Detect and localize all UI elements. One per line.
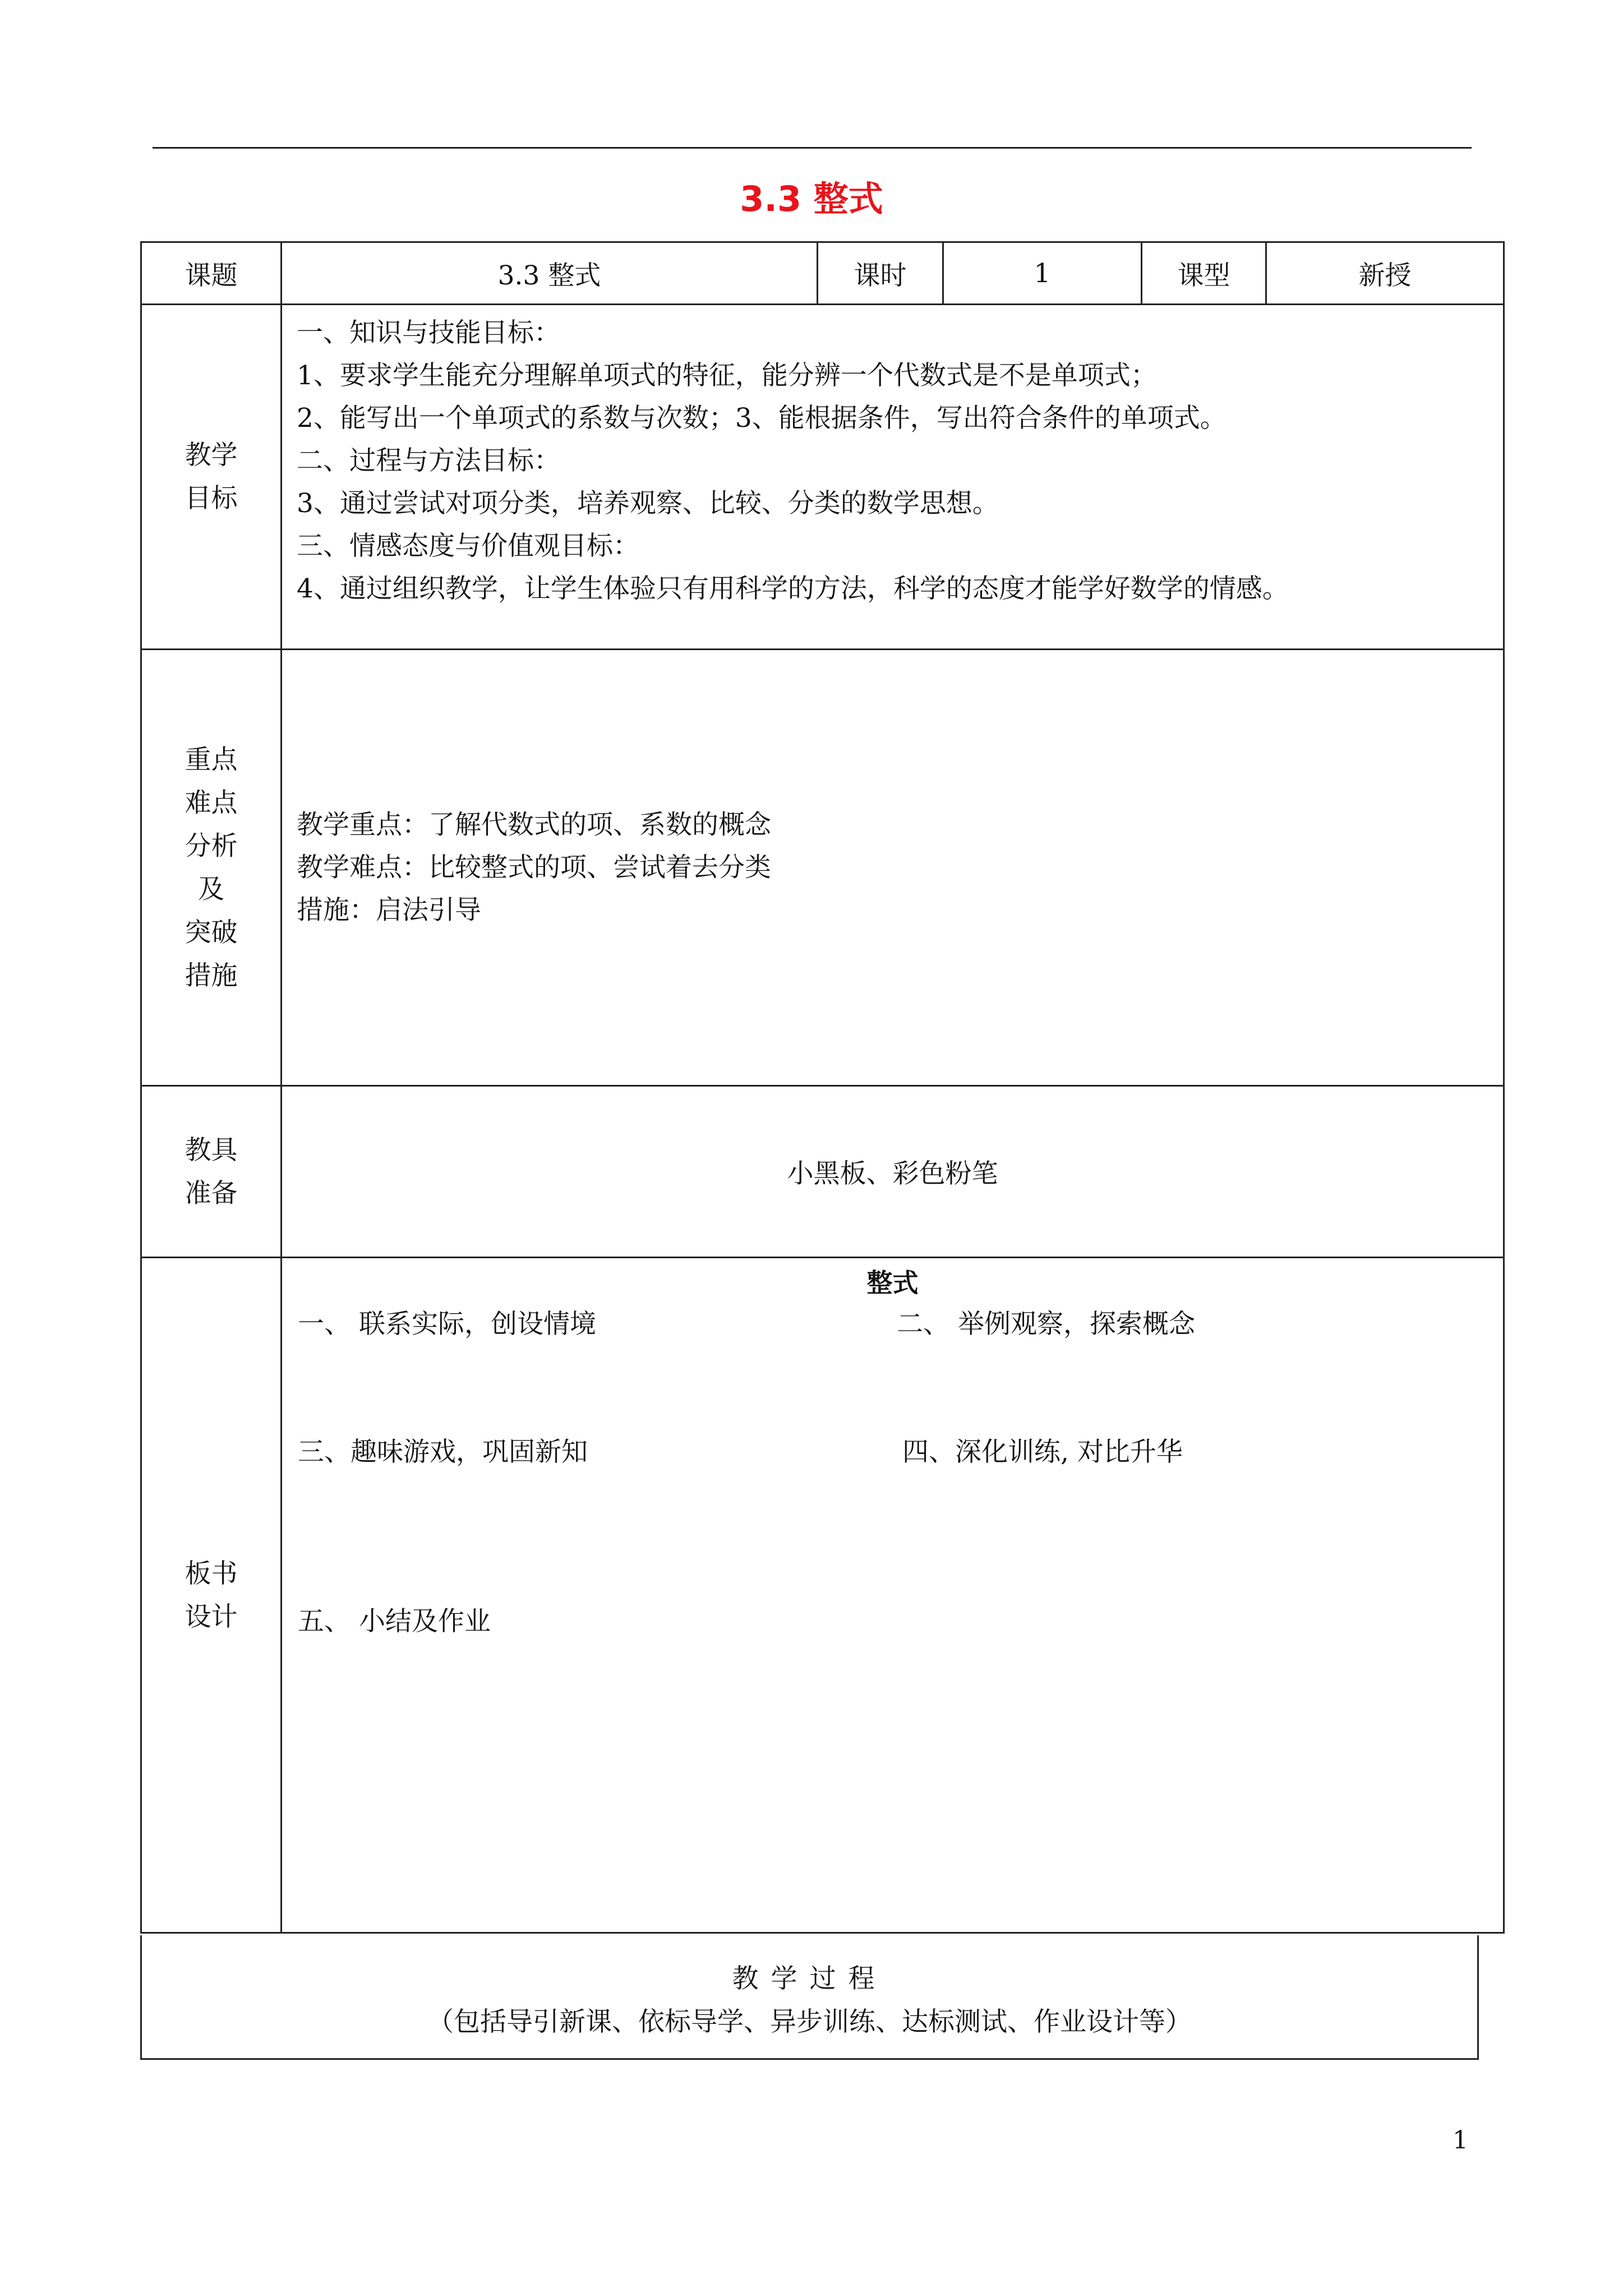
goal-line: 2、能写出一个单项式的系数与次数；3、能根据条件，写出符合条件的单项式。: [297, 403, 1227, 434]
analysis-label-line: 重点: [185, 744, 238, 775]
goals-label: [141, 305, 282, 650]
analysis-line: 措施：启法引导: [297, 894, 481, 926]
analysis-line: 教学重点：了解代数式的项、系数的概念: [297, 809, 771, 840]
board-heading: 整式: [866, 1268, 919, 1298]
goals-row: [141, 305, 1504, 650]
goal-line: 4、通过组织教学，让学生体验只有用科学的方法，科学的态度才能学好数学的情感。: [297, 573, 1289, 604]
page-number: 1: [1453, 2126, 1468, 2155]
analysis-content: [282, 650, 1504, 1086]
process-title: 教学过程: [732, 1963, 887, 1994]
board-item: 五、 小结及作业: [298, 1606, 491, 1637]
topic-label: 课题: [141, 242, 282, 305]
tools-label-line: 教具: [185, 1134, 238, 1166]
board-item: 一、 联系实际，创设情境: [298, 1309, 596, 1340]
board-item: 二、 举例观察，探索概念: [897, 1309, 1195, 1340]
goals-label-line: 目标: [185, 483, 238, 514]
period-label: 课时: [818, 242, 943, 305]
type-value: 新授: [1266, 242, 1504, 305]
board-item: 三、趣味游戏，巩固新知: [298, 1437, 588, 1467]
analysis-label-line: 分析: [185, 830, 238, 862]
header-rule: [153, 147, 1472, 149]
goals-content: [282, 305, 1504, 650]
tools-row: [141, 1086, 1504, 1258]
goal-line: 三、情感态度与价值观目标：: [297, 531, 639, 562]
analysis-label-line: 及: [198, 873, 224, 905]
board-item: 四、深化训练, 对比升华: [902, 1437, 1183, 1467]
tools-label: [141, 1086, 282, 1258]
board-label-line: 设计: [185, 1601, 238, 1632]
analysis-label-line: 突破: [185, 917, 238, 948]
analysis-line: 教学难点：比较整式的项、尝试着去分类: [297, 852, 771, 883]
page-title: 3.3 整式: [740, 178, 883, 219]
analysis-label-line: 措施: [185, 960, 238, 991]
goal-line: 1、要求学生能充分理解单项式的特征，能分辨一个代数式是不是单项式；: [297, 360, 1157, 391]
board-content: [282, 1258, 1504, 1933]
board-row: [141, 1258, 1504, 1933]
analysis-label-line: 难点: [185, 787, 238, 818]
lesson-plan-table: [140, 241, 1505, 1934]
goal-line: 3、通过尝试对项分类，培养观察、比较、分类的数学思想。: [297, 488, 999, 519]
header-row: [141, 242, 1504, 305]
goals-label-line: 教学: [185, 440, 238, 471]
topic-value: 3.3 整式: [282, 242, 818, 305]
board-label-line: 板书: [185, 1558, 238, 1589]
process-section: [140, 1935, 1479, 2060]
goal-line: 一、知识与技能目标：: [297, 318, 560, 348]
tools-label-line: 准备: [185, 1177, 238, 1209]
board-label: [141, 1258, 282, 1933]
process-subtitle: （包括导引新课、依标导学、异步训练、达标测试、作业设计等）: [427, 2007, 1192, 2037]
analysis-label: [141, 650, 282, 1086]
period-value: 1: [943, 242, 1142, 305]
goal-line: 二、过程与方法目标：: [297, 445, 560, 476]
tools-value: 小黑板、彩色粉笔: [282, 1086, 1504, 1258]
type-label: 课型: [1142, 242, 1266, 305]
analysis-row: [141, 650, 1504, 1086]
